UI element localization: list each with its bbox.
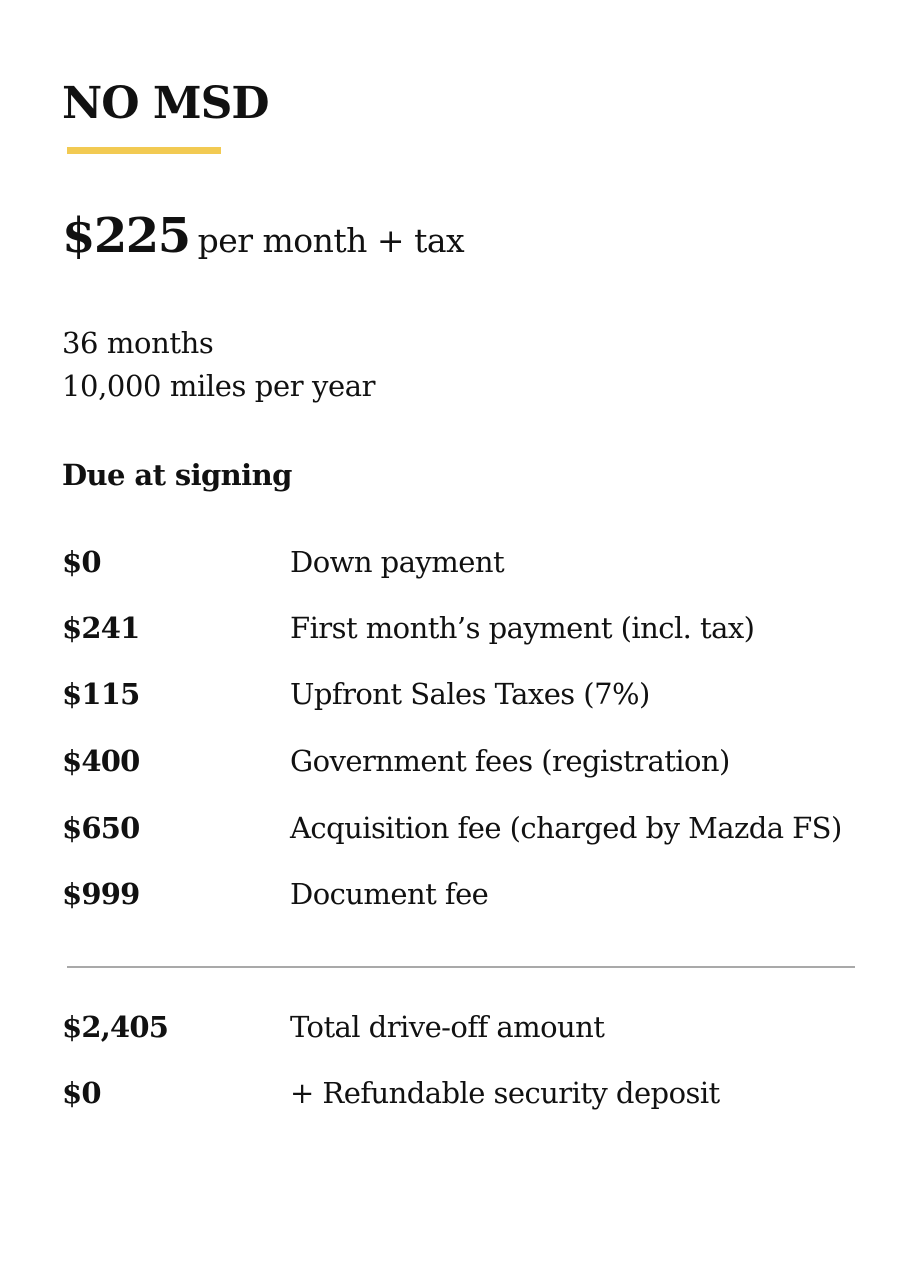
total-row-drive-off xyxy=(62,1005,882,1049)
fee-amount: $999 xyxy=(62,877,140,911)
monthly-price-amount: $225 xyxy=(62,208,190,264)
lease-duration: 36 months xyxy=(62,326,214,360)
fee-description: Government fees (registration) xyxy=(290,744,730,778)
title-accent-underline xyxy=(67,147,221,154)
fee-row-first-month xyxy=(62,606,882,650)
fee-amount: $400 xyxy=(62,744,140,778)
total-description: + Refundable security deposit xyxy=(290,1076,720,1110)
total-row-security-deposit xyxy=(62,1071,882,1115)
fee-description: Upfront Sales Taxes (7%) xyxy=(290,677,650,711)
fee-description: Down payment xyxy=(290,545,505,579)
total-description: Total drive-off amount xyxy=(290,1010,605,1044)
fee-row-government-fees xyxy=(62,739,882,783)
monthly-price xyxy=(62,208,464,264)
fee-amount: $115 xyxy=(62,677,140,711)
totals-divider xyxy=(67,966,855,968)
fee-amount: $650 xyxy=(62,811,140,845)
page-title: NO MSD xyxy=(62,78,269,129)
fee-row-acquisition-fee xyxy=(62,806,882,850)
monthly-price-suffix: per month + tax xyxy=(197,221,465,260)
fee-row-document-fee xyxy=(62,872,882,916)
fee-description: Acquisition fee (charged by Mazda FS) xyxy=(290,811,842,845)
fee-row-sales-taxes xyxy=(62,672,882,716)
due-at-signing-heading: Due at signing xyxy=(62,458,292,492)
fee-amount: $241 xyxy=(62,611,140,645)
fee-description: First month’s payment (incl. tax) xyxy=(290,611,755,645)
lease-terms xyxy=(62,322,375,408)
total-amount: $2,405 xyxy=(62,1010,169,1044)
lease-mileage: 10,000 miles per year xyxy=(62,369,376,403)
fee-amount: $0 xyxy=(62,545,101,579)
total-amount: $0 xyxy=(62,1076,101,1110)
fee-row-down-payment xyxy=(62,540,882,584)
fee-description: Document fee xyxy=(290,877,489,911)
